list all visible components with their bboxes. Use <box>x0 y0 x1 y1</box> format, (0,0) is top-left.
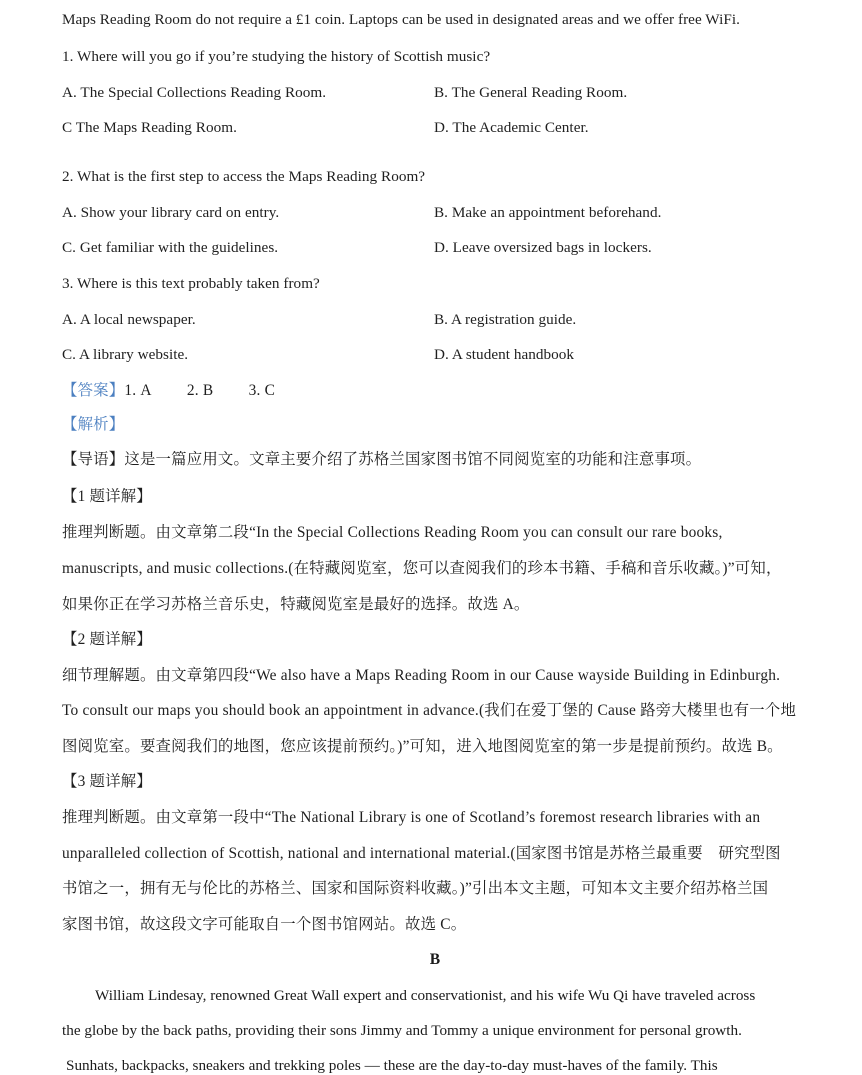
detail-1-line-1: 推理判断题。由文章第二段“In the Special Collections Reading Room you can consult our rare books, <box>62 524 723 541</box>
question-2-option-d[interactable]: D. Leave oversized bags in lockers. <box>434 239 652 256</box>
detail-1-line-3: 如果你正在学习苏格兰音乐史，特藏阅览室是最好的选择。故选 A。 <box>62 596 530 613</box>
detail-1-line-2: manuscripts, and music collections.(在特藏阅览室，您可以查阅我们的珍本书籍、手稿和音乐收藏。)”可知， <box>62 560 782 577</box>
question-3-option-c[interactable]: C. A library website. <box>62 346 189 363</box>
answer-row <box>62 381 275 401</box>
detail-2-line-2: To consult our maps you should book an appointment in advance.(我们在爱丁堡的 Cause 路旁大楼里也有一个地 <box>62 702 797 719</box>
detail-3-line-4: 家图书馆，故这段文字可能取自一个图书馆网站。故选 C。 <box>62 916 467 933</box>
question-2-option-a[interactable]: A. Show your library card on entry. <box>62 204 280 221</box>
answer-label: 【答案】 <box>62 382 125 399</box>
question-3-option-a[interactable]: A. A local newspaper. <box>62 311 196 328</box>
section-b-paragraph-2-line-1: Sunhats, backpacks, sneakers and trekking poles — these are the day-to-day must-haves of the family. This <box>66 1057 718 1074</box>
detail-3-line-1: 推理判断题。由文章第一段中“The National Library is one of Scotland’s foremost research libraries with an <box>62 809 761 826</box>
question-1-option-c[interactable]: C The Maps Reading Room. <box>62 119 237 136</box>
analysis-label: 【解析】 <box>62 416 125 433</box>
question-2-stem: 2. What is the first step to access the Maps Reading Room? <box>62 168 426 185</box>
section-b-paragraph-1-line-2: the globe by the back paths, providing their sons Jimmy and Tommy a unique environment for personal growth. <box>62 1022 742 1039</box>
question-3-stem: 3. Where is this text probably taken from? <box>62 275 320 292</box>
section-b-letter: B <box>429 951 441 968</box>
guide-label: 【导语】 <box>62 451 125 468</box>
detail-3-label: 【3 题详解】 <box>62 773 152 790</box>
guide-row <box>62 450 701 470</box>
detail-2-line-1: 细节理解题。由文章第四段“We also have a Maps Reading Room in our Cause wayside Building in Edinburgh. <box>62 667 781 684</box>
question-3-option-d[interactable]: D. A student handbook <box>434 346 575 363</box>
passage-tail-line: Maps Reading Room do not require a £1 coin. Laptops can be used in designated areas and we offer free WiFi. <box>62 11 740 28</box>
question-1-option-a[interactable]: A. The Special Collections Reading Room. <box>62 84 327 101</box>
question-1-option-b[interactable]: B. The General Reading Room. <box>434 84 628 101</box>
detail-2-line-3: 图阅览室。要查阅我们的地图，您应该提前预约。)”可知，进入地图阅览室的第一步是提前预约。故选 B。 <box>62 738 783 755</box>
detail-1-label: 【1 题详解】 <box>62 488 152 505</box>
detail-3-line-2: unparalleled collection of Scottish, national and international material.(国家图书馆是苏格兰最重要 研究型图 <box>62 845 781 862</box>
question-2-option-c[interactable]: C. Get familiar with the guidelines. <box>62 239 279 256</box>
section-b-paragraph-1-line-1: William Lindesay, renowned Great Wall expert and conservationist, and his wife Wu Qi have traveled across <box>95 987 756 1004</box>
question-2-option-b[interactable]: B. Make an appointment beforehand. <box>434 204 662 221</box>
question-3-option-b[interactable]: B. A registration guide. <box>434 311 577 328</box>
detail-2-label: 【2 题详解】 <box>62 631 152 648</box>
answer-values: 1. A 2. B 3. C <box>124 382 276 399</box>
question-1-option-d[interactable]: D. The Academic Center. <box>434 119 589 136</box>
question-1-stem: 1. Where will you go if you’re studying the history of Scottish music? <box>62 48 491 65</box>
guide-text: 这是一篇应用文。文章主要介绍了苏格兰国家图书馆不同阅览室的功能和注意事项。 <box>124 451 702 468</box>
detail-3-line-3: 书馆之一，拥有无与伦比的苏格兰、国家和国际资料收藏。)”引出本文主题，可知本文主要介绍苏格兰国 <box>62 880 769 897</box>
